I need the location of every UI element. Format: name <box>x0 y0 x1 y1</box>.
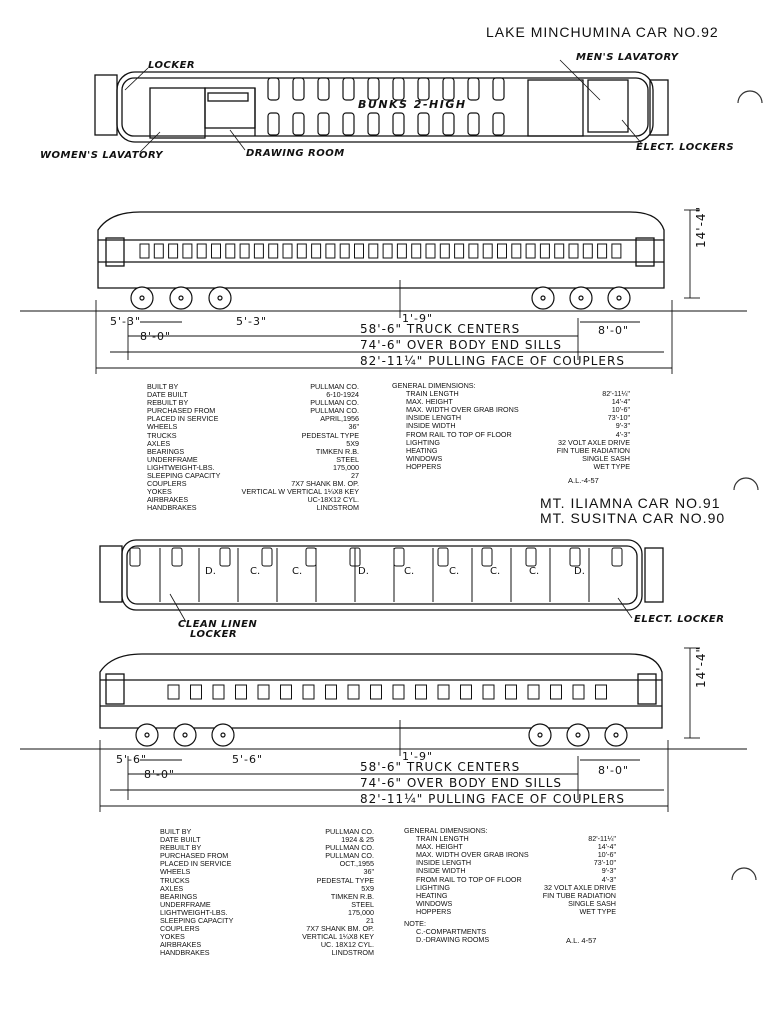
car2-over-body-dim: 74'-6" OVER BODY END SILLS <box>360 776 562 790</box>
car2-spec-key: BUILT BY <box>160 827 192 836</box>
locker-label: LOCKER <box>148 60 196 71</box>
car1-spec-key: UNDERFRAME <box>147 454 198 464</box>
car2-spec-value: PEDESTAL TYPE <box>316 875 374 885</box>
car1-spec-value: APRIL,1956 <box>320 414 359 424</box>
car2-spec-value: 5X9 <box>361 883 374 893</box>
window <box>168 685 179 699</box>
car2-spec-key: YOKES <box>160 932 185 942</box>
car1-dimension-key: MAX. HEIGHT <box>406 397 453 407</box>
car1-dimension-key: FROM RAIL TO TOP OF FLOOR <box>406 429 512 439</box>
womens-lavatory-label: WOMEN'S LAVATORY <box>40 150 164 161</box>
car2-general-dimensions-header: GENERAL DIMENSIONS: <box>404 826 488 835</box>
car2-dimension-value: 32 VOLT AXLE DRIVE <box>543 882 616 892</box>
window <box>348 685 359 699</box>
car2-dimension-key: MAX. HEIGHT <box>416 842 463 852</box>
window <box>213 685 224 699</box>
window <box>393 685 404 699</box>
car1-spec-key: HANDBRAKES <box>147 503 197 513</box>
car1-spec-value: PULLMAN CO. <box>310 382 359 391</box>
car2-dimension-key: INSIDE LENGTH <box>416 858 472 868</box>
car1-dimension-key: INSIDE WIDTH <box>406 421 456 431</box>
car2-wheel-spacing-mid: 5'-6" <box>232 753 264 766</box>
room-label: C. <box>250 566 261 577</box>
car2-spec-row <box>160 877 374 885</box>
car1-pulling-face-dim: 82'-11¼" PULLING FACE OF COUPLERS <box>360 354 625 368</box>
window <box>191 685 202 699</box>
car2-note: D.-DRAWING ROOMS <box>416 935 490 945</box>
car2-spec-key: PLACED IN SERVICE <box>160 859 232 869</box>
car1-dimension-value: 10'-6" <box>611 405 630 415</box>
car1-spec-value: PULLMAN CO. <box>310 406 359 416</box>
car2-spec-value: STEEL <box>351 899 374 909</box>
room-label: D. <box>574 566 585 577</box>
car1-spec-key: REBUILT BY <box>147 398 189 408</box>
window <box>371 685 382 699</box>
window <box>551 685 562 699</box>
car2-dimension-value: 14'-4" <box>597 842 616 852</box>
car2-title-line1: MT. ILIAMNA CAR NO.91 <box>540 495 721 511</box>
car1-spec-value: 6-10-1924 <box>326 390 359 400</box>
car1-spec-key: BUILT BY <box>147 382 179 391</box>
car1-dimension-value: 32 VOLT AXLE DRIVE <box>557 437 630 447</box>
room-label: C. <box>529 566 540 577</box>
car1-spec-value: TIMKEN R.B. <box>315 446 359 456</box>
car1-spec-key: SLEEPING CAPACITY <box>147 471 221 481</box>
car2-spec-value: 36" <box>363 867 374 877</box>
window <box>483 685 494 699</box>
car1-dimension-value: 9'-3" <box>615 421 630 431</box>
car1-ref: A.L.-4-57 <box>568 476 599 485</box>
car2-spec-key: AIRBRAKES <box>160 940 202 950</box>
car2-dimension-value: FIN TUBE RADIATION <box>542 890 616 900</box>
car2-note-header: NOTE: <box>404 919 426 929</box>
car2-truck-wheelbase-left: 8'-0" <box>144 768 176 781</box>
car2-spec-value: 21 <box>366 916 374 926</box>
car2-dimension-value: 10'-6" <box>597 850 616 860</box>
car1-spec-value: VERTICAL W VERTICAL 1¼X8 KEY <box>241 487 359 497</box>
elect-locker-label: ELECT. LOCKER <box>634 614 725 625</box>
car2-height-dim: 14'-4" <box>694 645 708 688</box>
car2-spec-key: HANDBRAKES <box>160 948 210 958</box>
car1-dimension-key: LIGHTING <box>406 437 440 447</box>
car2-spec-value: LINDSTROM <box>331 948 374 958</box>
car2-spec-row <box>160 860 374 868</box>
car1-dimension-key: HOPPERS <box>406 461 442 471</box>
window <box>438 685 449 699</box>
car2-spec-key: PURCHASED FROM <box>160 851 229 861</box>
window <box>281 685 292 699</box>
car1-truck-wheelbase-left: 8'-0" <box>140 330 172 343</box>
drawing-room-label: DRAWING ROOM <box>246 148 345 159</box>
car1-spec-value: STEEL <box>336 454 359 464</box>
car1-dimension-value: 4'-3" <box>615 429 630 439</box>
room-label: D. <box>205 566 216 577</box>
car2-spec-key: AXLES <box>160 883 184 893</box>
car1-rail-height-dim: 1'-9" <box>402 312 434 325</box>
car2-spec-row <box>160 949 374 957</box>
window <box>303 685 314 699</box>
car1-dimension-key: MAX. WIDTH OVER GRAB IRONS <box>406 405 519 415</box>
car1-dimension-value: 73'-10" <box>607 413 630 423</box>
car1-spec-value: UC-18X12 CYL. <box>307 495 359 505</box>
room-label: D. <box>358 566 369 577</box>
car2-dimension-value: 73'-10" <box>593 858 616 868</box>
car1-spec-value: LINDSTROM <box>316 503 359 513</box>
car1-dimension-key: INSIDE LENGTH <box>406 413 462 423</box>
room-label: C. <box>292 566 303 577</box>
window <box>258 685 269 699</box>
window <box>596 685 607 699</box>
car2-dimension-key: HEATING <box>416 890 448 900</box>
car2-dimension-key: INSIDE WIDTH <box>416 866 466 876</box>
car2-spec-key: REBUILT BY <box>160 843 202 853</box>
window <box>506 685 517 699</box>
room-label: C. <box>404 566 415 577</box>
car2-specs-left <box>160 828 374 958</box>
car2-dimension-key: WINDOWS <box>416 898 453 908</box>
car2-spec-value: PULLMAN CO. <box>325 827 374 836</box>
car1-height-dim: 14'-4" <box>694 205 708 248</box>
car1-truck-wheelbase-right: 8'-0" <box>598 324 630 337</box>
window <box>461 685 472 699</box>
car2-dimension-value: 82'-11¼" <box>588 834 616 844</box>
car2-dimension-key: MAX. WIDTH OVER GRAB IRONS <box>416 850 529 860</box>
car2-spec-key: LIGHTWEIGHT-LBS. <box>160 907 228 917</box>
wheel-hub <box>221 733 225 737</box>
car2-spec-value: TIMKEN R.B. <box>330 891 374 901</box>
car2-rail-height-dim: 1'-9" <box>402 750 434 763</box>
car2-dimension-key: FROM RAIL TO TOP OF FLOOR <box>416 874 522 884</box>
car1-spec-value: 175,000 <box>333 462 359 472</box>
wheel-hub <box>538 733 542 737</box>
car1-dimension-key: HEATING <box>406 445 438 455</box>
car2-spec-value: UC. 18X12 CYL. <box>320 940 374 950</box>
elect-lockers-label: ELECT. LOCKERS <box>636 142 735 153</box>
car2-spec-key: COUPLERS <box>160 924 200 934</box>
window <box>416 685 427 699</box>
car1-spec-value: PEDESTAL TYPE <box>301 430 359 440</box>
car2-spec-value: 1924 & 25 <box>341 835 374 845</box>
car2-spec-value: PULLMAN CO. <box>325 843 374 853</box>
car2-pulling-face-dim: 82'-11¼" PULLING FACE OF COUPLERS <box>360 792 625 806</box>
car1-spec-key: AXLES <box>147 438 171 448</box>
car1-wheel-spacing-left: 5'-3" <box>110 315 142 328</box>
car2-ref: A.L. 4-57 <box>566 936 597 945</box>
car1-spec-key: COUPLERS <box>147 479 187 489</box>
car1-spec-value: PULLMAN CO. <box>310 398 359 408</box>
car2-spec-value: OCT.,1955 <box>339 859 374 869</box>
clean-linen-text: CLEAN LINEN <box>178 619 258 630</box>
car1-title: LAKE MINCHUMINA CAR NO.92 <box>486 24 719 40</box>
car2-dimension-value: 9'-3" <box>601 866 616 876</box>
car2-spec-key: SLEEPING CAPACITY <box>160 916 234 926</box>
wheel-hub <box>145 733 149 737</box>
car1-spec-key: PURCHASED FROM <box>147 406 216 416</box>
car1-over-body-dim: 74'-6" OVER BODY END SILLS <box>360 338 562 352</box>
car2-spec-value: 7X7 SHANK BM. OP. <box>306 924 374 934</box>
car2-spec-key: DATE BUILT <box>160 835 201 845</box>
car2-spec-value: PULLMAN CO. <box>325 851 374 861</box>
car1-spec-key: WHEELS <box>147 422 178 432</box>
bunks-label: BUNKS 2-HIGH <box>358 98 467 111</box>
car2-spec-value: 175,000 <box>348 907 374 917</box>
car2-spec-key: WHEELS <box>160 867 191 877</box>
car1-spec-key: PLACED IN SERVICE <box>147 414 219 424</box>
car1-truck-centers-dim: 58'-6" TRUCK CENTERS <box>360 322 521 336</box>
car1-dimension-value: 14'-4" <box>611 397 630 407</box>
car1-spec-key: AIRBRAKES <box>147 495 189 505</box>
wheel-hub <box>614 733 618 737</box>
car2-spec-value: VERTICAL 1¼X8 KEY <box>302 932 374 942</box>
car2-dimension-key: HOPPERS <box>416 906 452 916</box>
car2-note: C.-COMPARTMENTS <box>416 927 487 937</box>
car2-dimension-key: TRAIN LENGTH <box>416 834 469 844</box>
car2-dimension-value: 4'-3" <box>601 874 616 884</box>
car1-spec-key: BEARINGS <box>147 446 185 456</box>
mens-lavatory-label: MEN'S LAVATORY <box>576 52 679 63</box>
car1-general-dimensions-header: GENERAL DIMENSIONS: <box>392 381 476 390</box>
car1-spec-key: LIGHTWEIGHT-LBS. <box>147 462 215 472</box>
car1-dimension-key: WINDOWS <box>406 453 443 463</box>
car1-wheel-spacing-mid: 5'-3" <box>236 315 268 328</box>
car1-spec-value: 7X7 SHANK BM. OP. <box>291 479 359 489</box>
car1-spec-value: 36" <box>348 422 359 432</box>
car2-spec-key: BEARINGS <box>160 891 198 901</box>
car2-truck-wheelbase-right: 8'-0" <box>598 764 630 777</box>
car2-title-line2: MT. SUSITNA CAR NO.90 <box>540 510 726 526</box>
car2-specs-right <box>404 827 616 944</box>
wheel-hub <box>576 733 580 737</box>
car1-dimension-value: 82'-11¼" <box>602 389 630 399</box>
car1-spec-key: YOKES <box>147 487 172 497</box>
car2-spec-key: UNDERFRAME <box>160 899 211 909</box>
window <box>236 685 247 699</box>
room-label: C. <box>490 566 501 577</box>
car2-dimension-row <box>416 908 616 916</box>
window <box>573 685 584 699</box>
car1-spec-key: DATE BUILT <box>147 390 188 400</box>
window <box>528 685 539 699</box>
car1-spec-value: 5X9 <box>346 438 359 448</box>
locker-text: LOCKER <box>190 629 238 640</box>
window <box>326 685 337 699</box>
car2-wheel-spacing-left: 5'-6" <box>116 753 148 766</box>
car2-dimension-key: LIGHTING <box>416 882 450 892</box>
car1-dimension-value: FIN TUBE RADIATION <box>556 445 630 455</box>
car2-spec-key: TRUCKS <box>160 875 190 885</box>
car1-dimension-key: TRAIN LENGTH <box>406 389 459 399</box>
car1-dimension-value: WET TYPE <box>593 461 630 471</box>
car1-spec-value: 27 <box>351 471 359 481</box>
room-label: C. <box>449 566 460 577</box>
wheel-hub <box>183 733 187 737</box>
car1-spec-key: TRUCKS <box>147 430 177 440</box>
car2-truck-centers-dim: 58'-6" TRUCK CENTERS <box>360 760 521 774</box>
car1-dimension-value: SINGLE SASH <box>582 453 630 463</box>
car2-dimension-value: WET TYPE <box>579 906 616 916</box>
car2-dimension-value: SINGLE SASH <box>568 898 616 908</box>
